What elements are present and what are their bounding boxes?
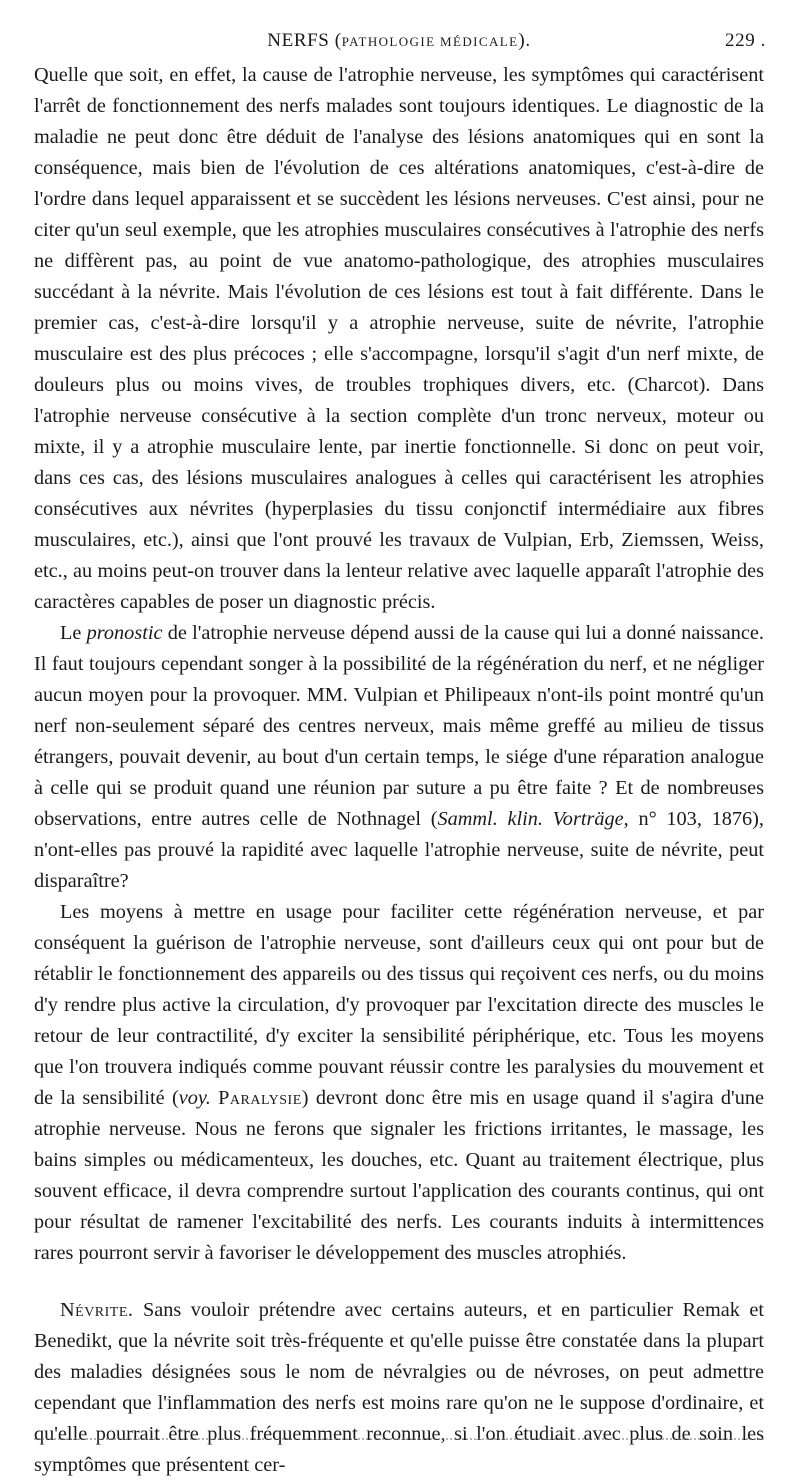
treatment-text-b: ) devront donc être mis en usage quand il s'agira d'une atrophie nerveuse. Nous ne ferons que signaler les frictions irritantes, le massage, les bains simples ou médicamenteux, les douches, etc. Quant au traitement électrique, plus souvent efficace, il devra comprendre surtout l'application des courants continus, qui ont pour résultat de ramener l'excitabilité des nerfs. Les courants induits à intermittences rares pourront servir à favoriser le développement des muscles atrophiés.: [34, 1087, 764, 1264]
section-nevrite-text: Sans vouloir prétendre avec certains auteurs, et en particulier Remak et Benedikt, que la névrite soit très-fréquente et qu'elle puisse être constatée dans la plupart des maladies désignées sous le nom de névralgies ou de névroses, on peut admettre cependant que l'inflammation des nerfs est moins rare qu'on ne le suppose d'ordinaire, et qu'elle pourrait être plus fréquemment reconnue, si l'on étudiait avec plus de soin les symptômes que présentent cer-: [34, 1299, 764, 1476]
prognosis-term: pronostic: [86, 622, 163, 644]
section-heading-nevrite: Névrite.: [60, 1299, 134, 1321]
running-title-main: NERFS (: [267, 30, 342, 51]
prognosis-text-a: de l'atrophie nerveuse dépend aussi de la cause qui lui a donné naissance. Il faut toujours cependant songer à la possibilité de la régénération du nerf, et ne négliger aucun moyen pour la provoquer. MM. Vulpian et Philipeaux n'ont-ils point montré qu'un nerf non-seulement séparé des centres nerveux, mais même greffé au milieu de tissus étrangers, pouvait devenir, au bout d'un certain temps, le siége d'une réparation analogue à celle qui se produit quand une réunion par suture a pu être faite ? Et de nombreuses observations, entre autres celle de Nothnagel (: [34, 622, 764, 830]
running-title-subtitle: PATHOLOGIE MÉDICALE: [341, 34, 519, 49]
page-number: 229 .: [725, 30, 766, 51]
running-title-close: ).: [518, 30, 531, 51]
treatment-text-a: Les moyens à mettre en usage pour faciliter cette régénération nerveuse, et par conséquent la guérison de l'atrophie nerveuse, sont d'ailleurs ceux qui ont pour but de rétablir le fonctionnement des appareils ou des tissus qui reçoivent ces nerfs, ou du moins d'y rendre plus active la circulation, d'y provoquer par l'excitation directe des muscles le retour de leur contractilité, d'y exciter la sensibilité périphérique, etc. Tous les moyens que l'on trouvera indiqués comme pouvant réussir contre les paralysies du mouvement et de la sensibilité (: [34, 901, 764, 1109]
paragraph-treatment: [34, 897, 764, 1269]
prognosis-lead: Le: [60, 622, 87, 644]
citation-title: Samml. klin. Vorträge: [437, 808, 624, 830]
prognosis-text-b: , n° 103, 1876), n'ont-elles pas prouvé la rapidité avec laquelle l'atrophie nerveuse, suite de névrite, peut disparaître?: [34, 808, 764, 892]
paragraph-prognosis: [34, 618, 764, 897]
book-page: [34, 30, 764, 1481]
cross-reference-paralysie: Paralysie: [218, 1087, 302, 1109]
paragraph-atrophy-diagnosis: Quelle que soit, en effet, la cause de l'atrophie nerveuse, les symptômes qui caractérisent l'arrêt de fonctionnement des nerfs malades sont toujours identiques. Le diagnostic de la maladie ne peut donc être déduit de l'analyse des lésions anatomiques qui en sont la conséquence, mais bien de l'évolution de ces altérations anatomiques, c'est-à-dire de l'ordre dans lequel apparaissent et se succèdent les lésions nerveuses. C'est ainsi, pour ne citer qu'un seul exemple, que les atrophies musculaires consécutives à l'atrophie des nerfs ne diffèrent pas, au point de vue anatomo-pathologique, des atrophies musculaires succédant à la névrite. Mais l'évolution de ces lésions est tout à fait différente. Dans le premier cas, c'est-à-dire lorsqu'il y a atrophie nerveuse, suite de névrite, l'atrophie musculaire est des plus précoces ; elle s'accompagne, lorsqu'il s'agit d'un nerf mixte, de douleurs plus ou moins vives, de troubles trophiques divers, etc. (Charcot). Dans l'atrophie nerveuse consécutive à la section complète d'un tronc nerveux, moteur ou mixte, il y a atrophie musculaire lente, par inertie fonctionnelle. Si donc on peut voir, dans ces cas, des lésions musculaires analogues à celles qui caractérisent les atrophies consécutives aux névrites (hyperplasies du tissu conjonctif intermédiaire aux fibres musculaires, etc.), ainsi que l'ont prouvé les travaux de Vulpian, Erb, Ziemssen, Weiss, etc., au moins peut-on trouver dans la lenteur relative avec laquelle apparaît l'atrophie des caractères capables de poser un diagnostic précis.: [34, 64, 764, 613]
running-head: [34, 30, 764, 60]
footer-dotted-rule: [34, 1438, 764, 1440]
cross-reference-voy: voy.: [178, 1087, 211, 1109]
running-title: [34, 30, 764, 52]
section-nevrite: [34, 1295, 764, 1481]
